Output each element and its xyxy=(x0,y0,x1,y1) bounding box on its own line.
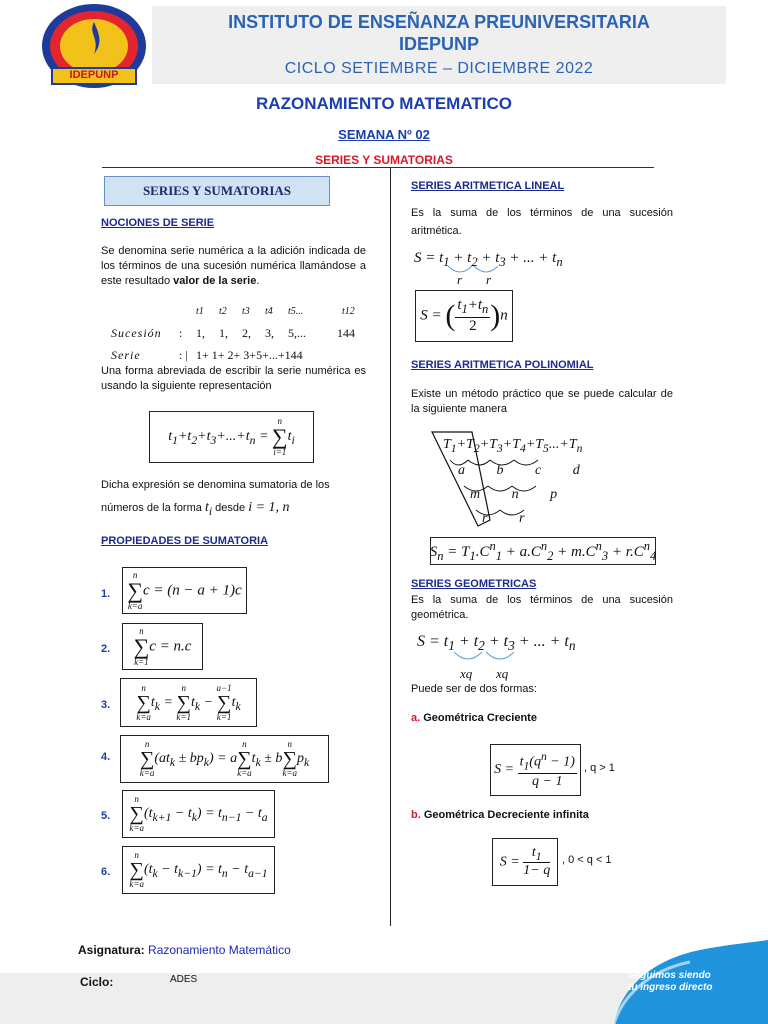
prop-4-formula: n ∑ $k=a(at_k \pm bp_k)$ = an ∑ $k=at_k$ ± bn ∑ $k=ap_k$ xyxy=(120,735,329,783)
prop-4-number: 4. xyxy=(101,751,111,763)
dicha-text-2: números de la forma $t_i$ desde i = 1, n xyxy=(101,500,290,518)
nociones-body: Se denomina serie numérica a la adición indicada de los términos de una sucesión numérica llamándose a este resultado xyxy=(101,245,366,287)
geometricas-title: SERIES GEOMETRICAS xyxy=(411,578,537,590)
geo-creciente-letter: a. xyxy=(411,712,421,724)
formas-text: Puede ser de dos formas: xyxy=(411,683,537,695)
prop-5-number: 5. xyxy=(101,810,111,822)
geo-ratio-xq1: xq xyxy=(460,666,473,681)
row-sucesion-colon: : xyxy=(179,326,183,340)
table-head-t4: t4 xyxy=(265,306,273,317)
prop-3-formula: n ∑ $k=at_k = n$ ∑ $k=1t_k - a-1$ ∑ $k=1t_k$ xyxy=(120,678,257,727)
nociones-bold: valor de la serie xyxy=(173,275,257,287)
arit-ratio-r1: r xyxy=(457,272,463,287)
table-head-t2: t2 xyxy=(219,306,227,317)
cycle-label: CICLO SETIEMBRE – DICIEMBRE 2022 xyxy=(284,60,594,77)
prop-1-number: 1. xyxy=(101,588,111,600)
row-sucesion-v1: 1, xyxy=(196,326,205,340)
institute-acronym: IDEPUNP xyxy=(398,34,479,54)
geo-decreciente-letter: b. xyxy=(411,809,421,821)
table-head-t5: t5... xyxy=(288,306,304,317)
geo-creciente-label: Geométrica Creciente xyxy=(423,712,537,724)
prop-6-number: 6. xyxy=(101,866,111,878)
polinomial-formula: $S_n = T_1.C^n_1 + a.C^n_2 + m.C^n_3 + r.C^n_4$ xyxy=(430,537,656,565)
dicha-text-2b: desde xyxy=(215,502,246,514)
arit-polinomial-title: SERIES ARITMETICA POLINOMIAL xyxy=(411,359,594,371)
forma-text: Una forma abreviada de escribir la serie numérica es usando la siguiente representación xyxy=(101,365,366,392)
ciclo-value: ADES xyxy=(170,974,198,985)
slogan-line-2: tu ingreso directo xyxy=(628,982,713,993)
prop-2-number: 2. xyxy=(101,643,111,655)
geo-decreciente-heading xyxy=(411,809,589,821)
arit-polinomial-text: Existe un método práctico que se puede calcular de la siguiente manera xyxy=(411,388,673,415)
row-sucesion-v3: 2, xyxy=(242,326,251,340)
sequence-table xyxy=(101,302,366,366)
geo-creciente-formula: S = $\frac{t_1(q^n - 1)}{q - 1}$ xyxy=(490,744,581,796)
section-badge xyxy=(104,176,330,206)
geo-creciente-condition: , q > 1 xyxy=(584,762,615,774)
subtitle: SERIES Y SUMATORIAS xyxy=(315,153,453,167)
row-serie-colon: : | xyxy=(179,348,188,362)
row-serie-values: 1+ 1+ 2+ 3+5+...+144 xyxy=(196,348,303,362)
dicha-text-1: Dicha expresión se denomina sumatoria de los xyxy=(101,479,330,491)
institute-logo xyxy=(38,2,150,94)
row-sucesion-v2: 1, xyxy=(219,326,228,340)
dicha-text-2a: números de la forma xyxy=(101,502,202,514)
geo-ratio-xq2: xq xyxy=(496,666,509,681)
geo-decreciente-condition: , 0 < q < 1 xyxy=(562,854,612,866)
asignatura-label: Asignatura: xyxy=(78,943,145,957)
polinomial-second-differences: m n p xyxy=(470,487,572,502)
table-head-t1: t1 xyxy=(196,306,204,317)
ciclo-label: Ciclo: xyxy=(80,975,114,989)
arit-lineal-text: Es la suma de los términos de una sucesión aritmética. xyxy=(411,207,673,237)
row-sucesion-label: Sucesión xyxy=(111,326,162,340)
footer-slogan xyxy=(628,970,712,994)
arit-difference-arcs xyxy=(446,264,506,278)
institute-name: INSTITUTO DE ENSEÑANZA PREUNIVERSITARIA xyxy=(228,12,650,32)
logo-text: IDEPUNP xyxy=(69,69,119,81)
column-divider xyxy=(390,168,391,926)
row-sucesion-v4: 3, xyxy=(265,326,274,340)
prop-3-number: 3. xyxy=(101,699,111,711)
table-head-t3: t3 xyxy=(242,306,250,317)
section-badge-text: SERIES Y SUMATORIAS xyxy=(142,183,292,198)
arit-sum-expression: $S = t_1 + t_2 + t_3$ + ... + $t_n$ xyxy=(414,250,563,269)
propiedades-title: PROPIEDADES DE SUMATORIA xyxy=(101,535,269,547)
row-serie-label: Serie xyxy=(111,348,141,362)
asignatura-value: Razonamiento Matemático xyxy=(148,943,291,957)
arit-sum-formula: S = ( $\frac{t_1+t_n}{2}$ )n xyxy=(415,290,513,342)
polinomial-terms: $T_1+T_2+T_3+T_4+T_5...+T_n$ xyxy=(443,437,583,455)
nociones-end: . xyxy=(256,275,260,287)
geo-sum-expression: $S = t_1 + t_2 + t_3$ + ... + $t_n$ xyxy=(417,633,576,654)
slogan-line-1: Seguimos siendo xyxy=(628,970,711,981)
table-head-t12: t12 xyxy=(342,306,355,317)
sumatoria-formula: $t_1+t_2+t_3+...+t_n = n$ ∑ $i=1t_i$ xyxy=(149,411,314,463)
arit-lineal-title: SERIES ARITMETICA LINEAL xyxy=(411,180,565,192)
geo-creciente-heading xyxy=(411,712,537,724)
prop-6-formula: n ∑ $k=a(t_k - t_{k-1}) = t_n - t_{a-1}$ xyxy=(122,846,275,894)
footer-asignatura xyxy=(78,943,291,957)
geometricas-text: Es la suma de los términos de una sucesión geométrica. xyxy=(411,594,673,621)
arit-ratio-r2: r xyxy=(486,272,492,287)
week-label: SEMANA Nº 02 xyxy=(338,127,430,142)
title-rule xyxy=(102,167,654,168)
geo-ratio-arcs xyxy=(452,650,522,666)
geo-decreciente-formula: S = $\frac{t_1}{1- q}$ xyxy=(492,838,558,886)
prop-2-formula: n ∑ k=1c = n.c xyxy=(122,623,203,670)
row-sucesion-v5: 5,... xyxy=(288,326,306,340)
page-title: RAZONAMIENTO MATEMATICO xyxy=(256,94,512,113)
nociones-text xyxy=(101,244,366,289)
geo-decreciente-label: Geométrica Decreciente infinita xyxy=(423,809,589,821)
polinomial-first-differences: a b c d xyxy=(458,463,594,478)
row-sucesion-v12: 144 xyxy=(337,326,355,340)
nociones-title: NOCIONES DE SERIE xyxy=(101,217,215,229)
prop-1-formula: n ∑ k=ac = (n − a + 1)c xyxy=(122,567,247,614)
header-panel xyxy=(152,6,726,84)
prop-5-formula: n ∑ $k=a(t_{k+1} - t_k) = t_{n-1} - t_a$ xyxy=(122,790,275,838)
polinomial-third-differences: r r xyxy=(482,511,539,526)
